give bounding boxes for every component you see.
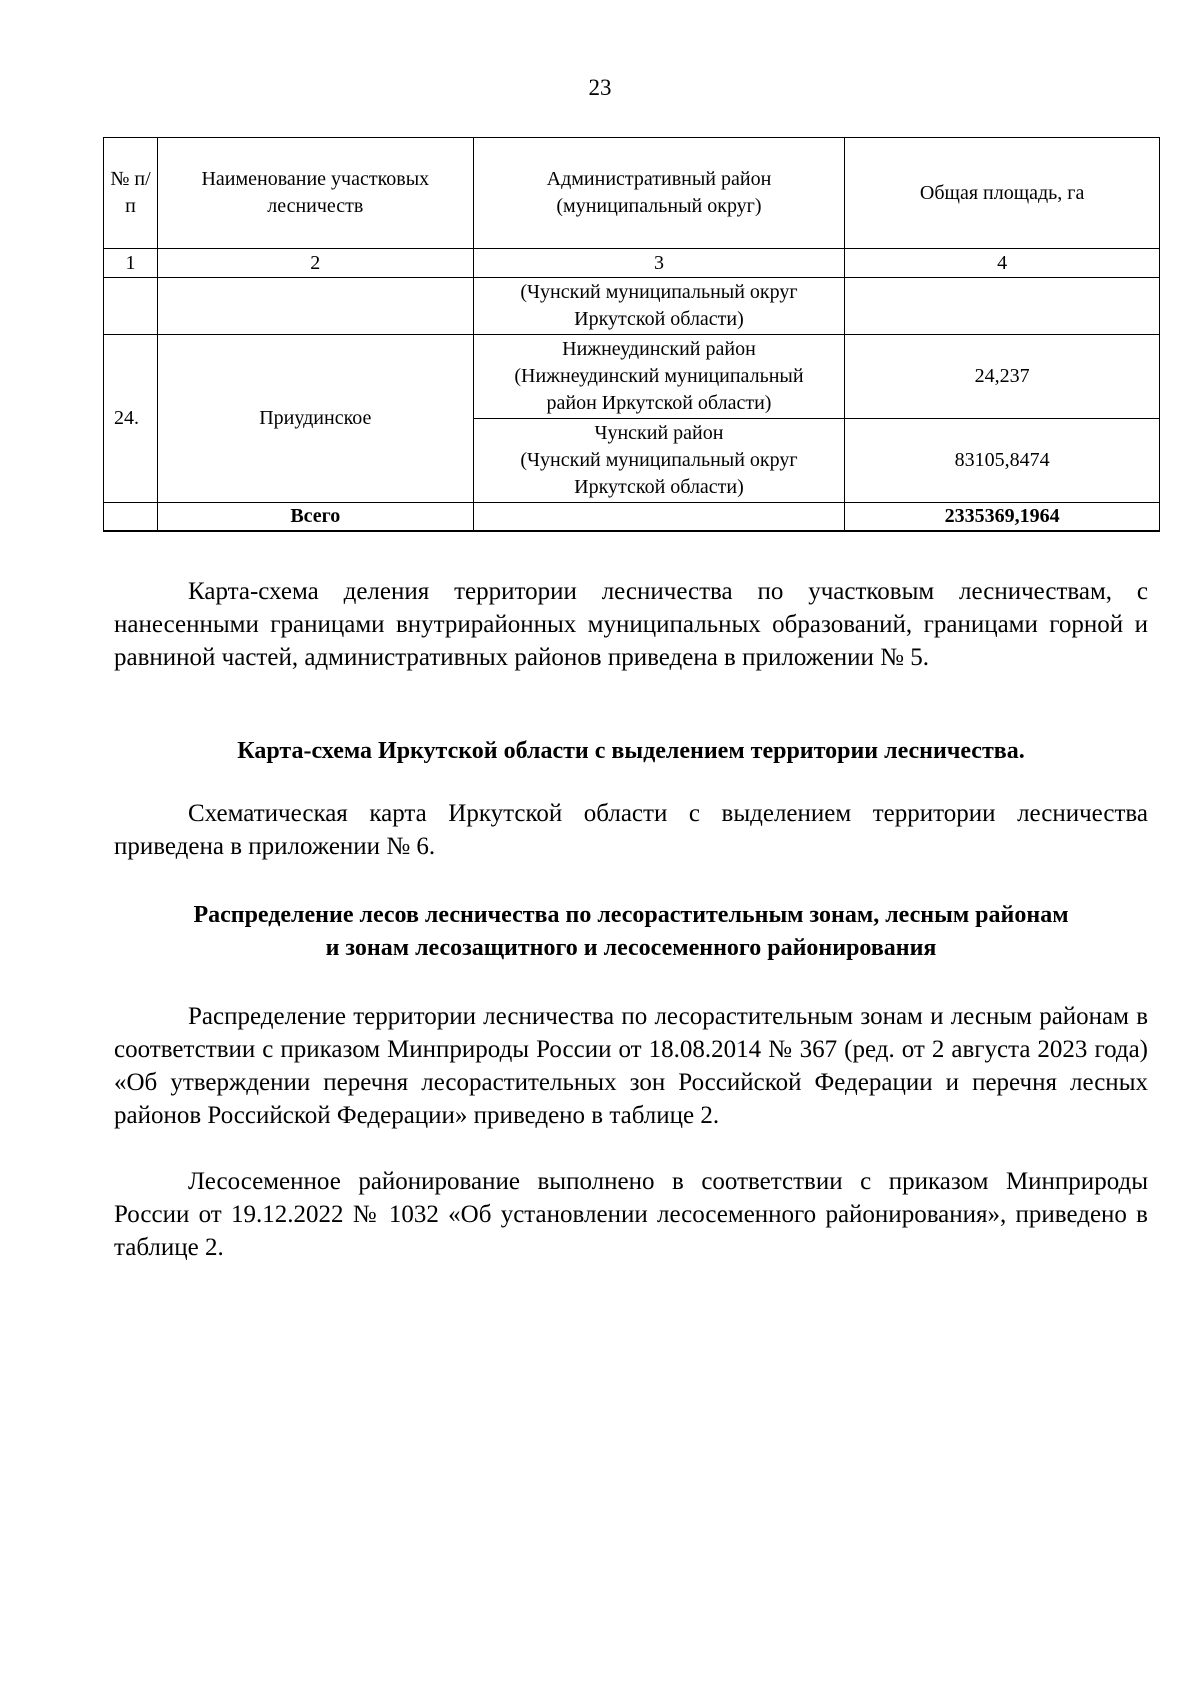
paragraph-seed-zoning: Лесосеменное районирование выполнено в соответствии с приказом Минприроды России от 19.12.2022 № 1032 «Об установлении лесосеменного районирования», приведено в таблице 2. (114, 1168, 1148, 1261)
column-number: 2 (157, 249, 473, 278)
row-num: 24. (104, 335, 158, 503)
area-cell: 83105,8474 (845, 419, 1160, 503)
total-row (104, 503, 1160, 532)
header-district: Административный район (муниципальный округ) (473, 138, 845, 249)
header-area: Общая площадь, га (845, 138, 1160, 249)
table-row (104, 335, 1160, 419)
forestry-name: Приудинское (157, 335, 473, 503)
column-number: 1 (104, 249, 158, 278)
area-cell: 24,237 (845, 335, 1160, 419)
forestry-area-table (103, 137, 1160, 532)
paragraph-map-scheme: Карта-схема деления территории лесничества по участковым лесничествам, с нанесенными границами внутрирайонных муниципальных образований, границами горной и равниной частей, административных районов приведена в приложении № 5. (114, 578, 1148, 671)
section-heading-distribution: Распределение лесов лесничества по лесорастительным зонам, лесным районам и зонам лесозащитного и лесосеменного районирования (193, 902, 1069, 961)
table-row (104, 278, 1160, 335)
header-num: № п/п (104, 138, 158, 249)
table-header-row (104, 138, 1160, 249)
district-cell: (Чунский муниципальный округ Иркутской области) (473, 278, 845, 335)
column-number: 3 (473, 249, 845, 278)
section-heading-map: Карта-схема Иркутской области с выделением территории лесничества. (237, 738, 1025, 764)
district-cell: Чунский район (Чунский муниципальный округ Иркутской области) (473, 419, 845, 503)
district-cell: Нижнеудинский район (Нижнеудинский муниципальный район Иркутской области) (473, 335, 845, 419)
column-number-row (104, 249, 1160, 278)
header-name: Наименование участковых лесничеств (157, 138, 473, 249)
paragraph-distribution: Распределение территории лесничества по лесорастительным зонам и лесным районам в соответствии с приказом Минприроды России от 18.08.2014 № 367 (ред. от 2 августа 2023 года) «Об утверждении перечня лесорастительных зон Российской Федерации и перечня лесных районов Российской Федерации» приведено в таблице 2. (114, 1003, 1148, 1129)
total-label: Всего (157, 503, 473, 532)
column-number: 4 (845, 249, 1160, 278)
paragraph-schematic-map: Схематическая карта Иркутской области с выделением территории лесничества приведена в приложении № 6. (114, 800, 1148, 860)
page-number: 23 (588, 75, 612, 100)
total-area: 2335369,1964 (845, 503, 1160, 532)
